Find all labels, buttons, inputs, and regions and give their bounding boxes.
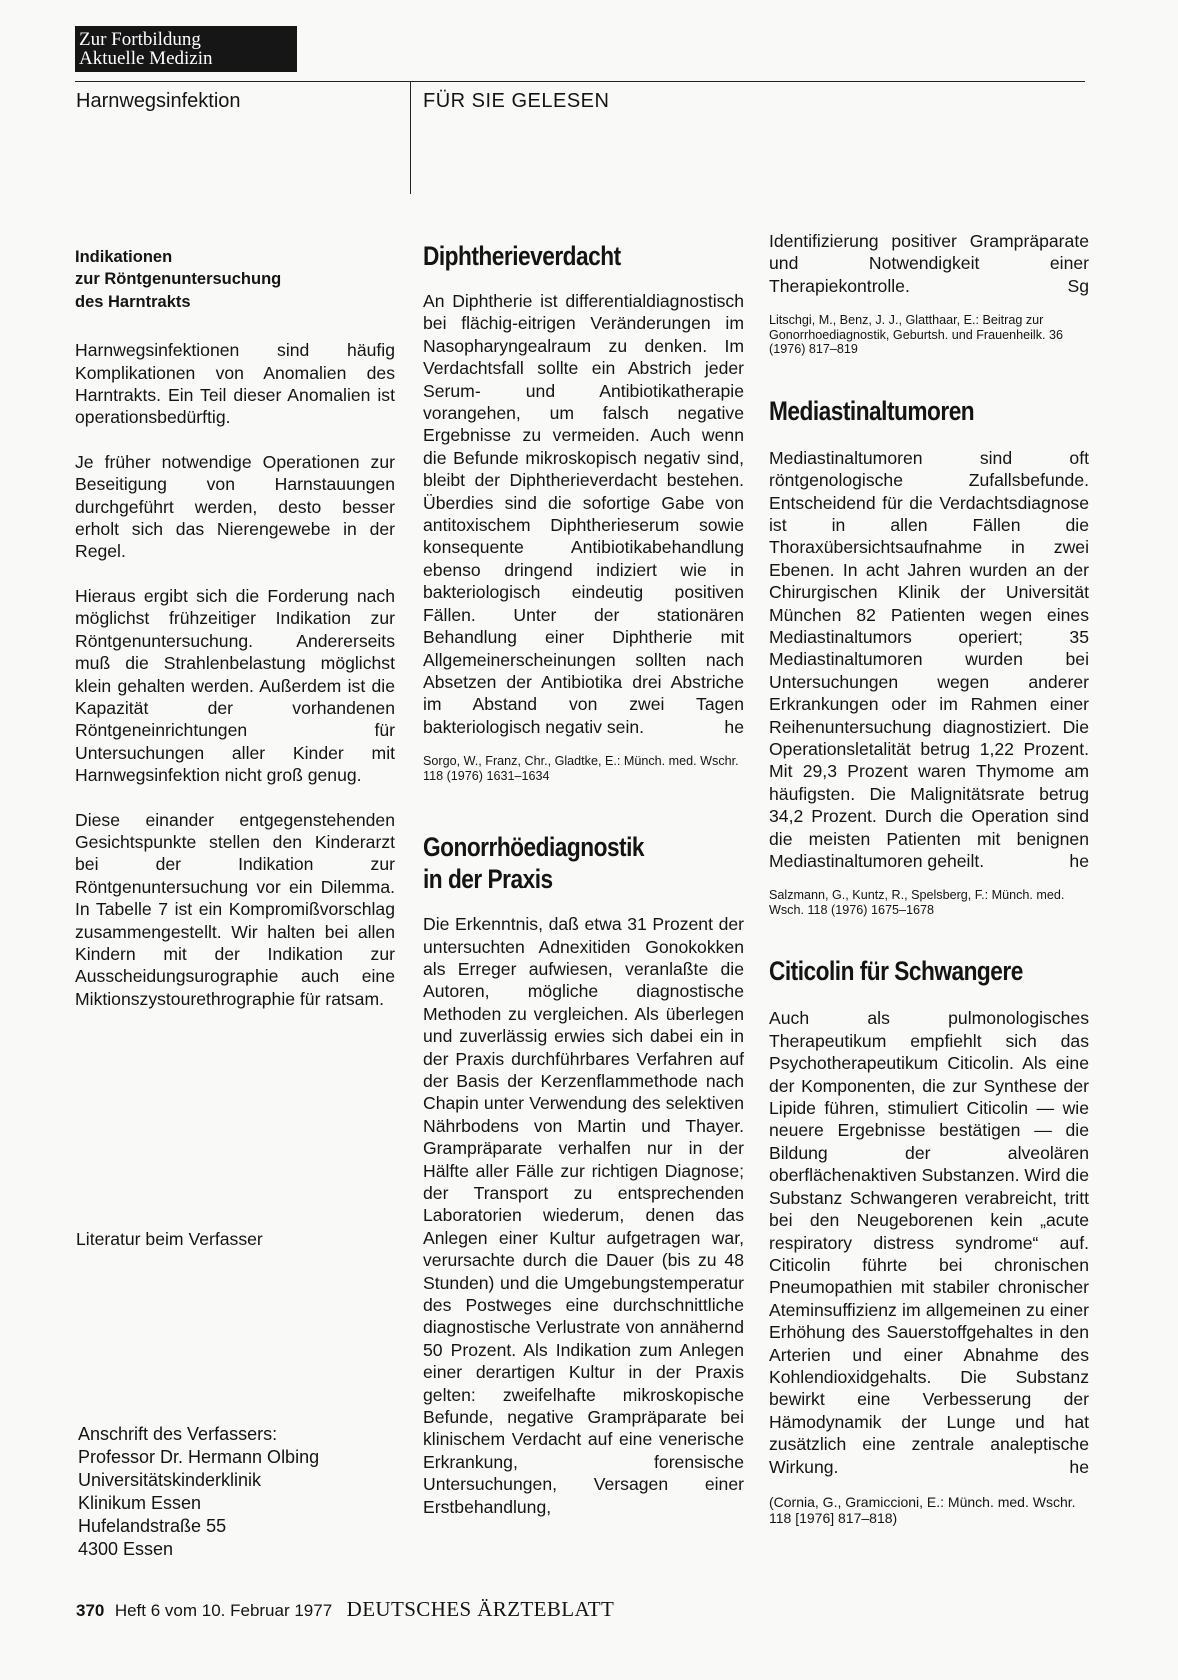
citation: Salzmann, G., Kuntz, R., Spelsberg, F.: Münch. med. Wsch. 118 (1976) 1675–1678 bbox=[769, 888, 1065, 917]
citation: Sorgo, W., Franz, Chr., Gladtke, E.: Münch. med. Wschr. 118 (1976) 1631–1634 bbox=[423, 754, 739, 783]
section-badge bbox=[75, 26, 297, 72]
author-signature: Sg bbox=[1067, 275, 1089, 296]
article-text: Mediastinaltumoren sind oft röntgenologische Zufallsbefunde. Entscheidend für die Verdachtsdiagnose ist in allen Fällen die Thoraxübersichtsaufnahme in zwei Ebenen. In acht Jahren wurden an der Chirurgischen Klinik der Universität München 82 Patienten wegen eines Mediastinaltumors operiert; 35 Mediastinaltumoren wurden bei Untersuchungen wegen anderer Erkrankungen oder im Rahmen einer Reihenuntersuchung diagnostiziert. Die Operationsletalität betrug 1,22 Prozent. Mit 29,3 Prozent waren Thymome am häufigsten. Die Malignitätsrate betrug 34,2 Prozent. Durch die Operation sind die meisten Patienten mit benignen Mediastinaltumoren geheilt. bbox=[769, 447, 1089, 872]
paragraph: Je früher notwendige Operationen zur Beseitigung von Harnstauungen durchgeführt werden, desto besser erholt sich das Nierengewebe in der Regel. bbox=[75, 451, 395, 562]
subheading: Indikationen zur Röntgenuntersuchung des Harntrakts bbox=[75, 248, 282, 311]
page-footer bbox=[76, 1597, 614, 1622]
section-title-left: Harnwegsinfektion bbox=[76, 90, 241, 112]
paragraph: Harnwegsinfektionen sind häufig Komplikationen von Anomalien des Harntrakts. Ein Teil dieser Anomalien ist operationsbedürftig. bbox=[75, 340, 395, 428]
author-signature: he bbox=[1069, 1456, 1089, 1477]
middle-column bbox=[423, 240, 744, 1518]
section-title-right: FÜR SIE GELESEN bbox=[423, 90, 610, 112]
left-column bbox=[75, 246, 395, 1010]
article-text: Auch als pulmonologisches Therapeutikum empfiehlt sich das Psychotherapeutikum Citicolin. Als eine der Komponenten, die zur Synthese der Lipide führen, stimuliert Citicolin — wie neuere Ergebnisse bestätigen — die Bildung der alveolären oberflächenaktiven Substanzen. Wird die Substanz Schwangeren verabreicht, tritt bei den Neugeborenen kein „acute respiratory distress syndrome“ auf. Citicolin führte bei chronischen Pneumopathien mit stabiler chronischer Ateminsuffizienz im allgemeinen zu einer Erhöhung des Sauerstoffgehaltes in den Arterien und einer Abnahme des Kohlendioxidgehalts. Die Substanz bewirkt eine Verbesserung der Hämodynamik der Lunge und hat zusätzlich eine zentrale analeptische Wirkung. bbox=[769, 1008, 1089, 1477]
article-title-gonorrhoe-1: Gonorrhöediagnostik bbox=[423, 832, 645, 863]
article-body-gonorrhoe: Die Erkenntnis, daß etwa 31 Prozent der untersuchten Adnexitiden Gonokokken als Erreger aufwiesen, veranlaßte die Autoren, mögliche diagnostische Methoden zu vergleichen. Als überlegen und zuverlässig erwies sich dabei ein in der Praxis durchführbares Verfahren auf der Basis der Kerzenflammethode nach Chapin unter Verwendung des selektiven Nährbodens von Martin und Thayer. Grampräparate verhalfen nur in der Hälfte aller Fälle zur richtigen Diagnose; der Transport zu entsprechenden Laboratorien wiederum, denen das Anlegen einer Kultur aufgetragen war, verursachte durch die Dauer (bis zu 48 Stunden) und die Umgebungstemperatur des Postweges eine durchschnittliche diagnostische Verlustrate von annähernd 50 Prozent. Als Indikation zum Anlegen einer derartigen Kultur in der Praxis gelten: zweifelhafte mikroskopische Befunde, negative Grampräparate bei klinischem Verdacht auf eine venerische Erkrankung, forensische Untersuchungen, Versagen einer Erstbehandlung, bbox=[423, 914, 744, 1517]
article-title-gonorrhoe-2: in der Praxis bbox=[423, 864, 553, 895]
article-text: An Diphtherie ist differentialdiagnostisch bei flächig-eitrigen Veränderungen im Nasopharyngealraum zu denken. Im Verdachtsfall sollte ein Abstrich jeder Serum- und Antibiotikatherapie vorangehen, um falsch negative Ergebnisse zu vermeiden. Auch wenn die Befunde mikroskopisch negativ sind, bleibt der Diphtherieverdacht bestehen. Überdies sind die sofortige Gabe von antitoxischem Diphtherieserum sowie konsequente Antibiotikabehandlung ebenso dringend indiziert wie in bakteriologisch eindeutig positiven Fällen. Unter der stationären Behandlung einer Diphtherie mit Allgemeinerscheinungen sollten nach Absetzen der Antibiotika drei Abstriche im Abstand von zwei Tagen bakteriologisch negativ sein. bbox=[423, 291, 744, 737]
article-title-diphtherie: Diphtherieverdacht bbox=[423, 241, 621, 271]
article-body-mediastinal bbox=[769, 447, 1089, 873]
right-column bbox=[769, 230, 1089, 1526]
citation: (Cornia, G., Gramiccioni, E.: Münch. med. Wschr. 118 [1976] 817–818) bbox=[769, 1493, 1076, 1526]
literature-note: Literatur beim Verfasser bbox=[76, 1229, 263, 1249]
header-divider bbox=[410, 82, 411, 194]
author-signature: he bbox=[1069, 851, 1089, 872]
author-signature: he bbox=[724, 716, 744, 737]
article-title-mediastinal: Mediastinaltumoren bbox=[769, 395, 975, 426]
badge-line-2: Aktuelle Medizin bbox=[79, 48, 213, 69]
article-text: Identifizierung positiver Grampräparate und Notwendigkeit einer Therapiekontrolle. bbox=[769, 231, 1089, 296]
citation: Litschgi, M., Benz, J. J., Glatthaar, E.: Beitrag zur Gonorrhoediagnostik, Geburtsh. und Frauenheilk. 36 (1976) 817–819 bbox=[769, 313, 1064, 357]
article-body-diphtherie bbox=[423, 290, 744, 738]
badge-line-1: Zur Fortbildung bbox=[79, 29, 201, 50]
paragraph: Hieraus ergibt sich die Forderung nach möglichst frühzeitiger Indikation zur Röntgenuntersuchung. Andererseits muß die Strahlenbelastung möglichst klein gehalten werden. Außerdem ist die Kapazität der vorhandenen Röntgeneinrichtungen für Untersuchungen aller Kinder mit Harnwegsinfektion nicht groß genug. bbox=[75, 585, 395, 786]
paragraph: Diese einander entgegenstehenden Gesichtspunkte stellen den Kinderarzt bei der Indikation zur Röntgenuntersuchung vor ein Dilemma. In Tabelle 7 ist ein Kompromißvorschlag zusammengestellt. Wir halten bei allen Kindern mit der Indikation zur Ausscheidungsurographie auch eine Miktionszystourethrographie für ratsam. bbox=[75, 809, 395, 1009]
author-address: Anschrift des Verfassers: Professor Dr. Hermann Olbing Universitätskinderklinik Klinikum Essen Hufelandstraße 55 4300 Essen bbox=[78, 1424, 320, 1559]
page-number: 370 bbox=[76, 1601, 105, 1620]
issue-info: Heft 6 vom 10. Februar 1977 bbox=[114, 1601, 333, 1620]
article-body-citicolin bbox=[769, 1007, 1089, 1478]
article-title-citicolin: Citicolin für Schwangere bbox=[769, 956, 1023, 987]
article-continuation bbox=[769, 230, 1089, 297]
magazine-name: DEUTSCHES ÄRZTEBLATT bbox=[346, 1597, 615, 1621]
header-rule bbox=[75, 81, 1085, 82]
